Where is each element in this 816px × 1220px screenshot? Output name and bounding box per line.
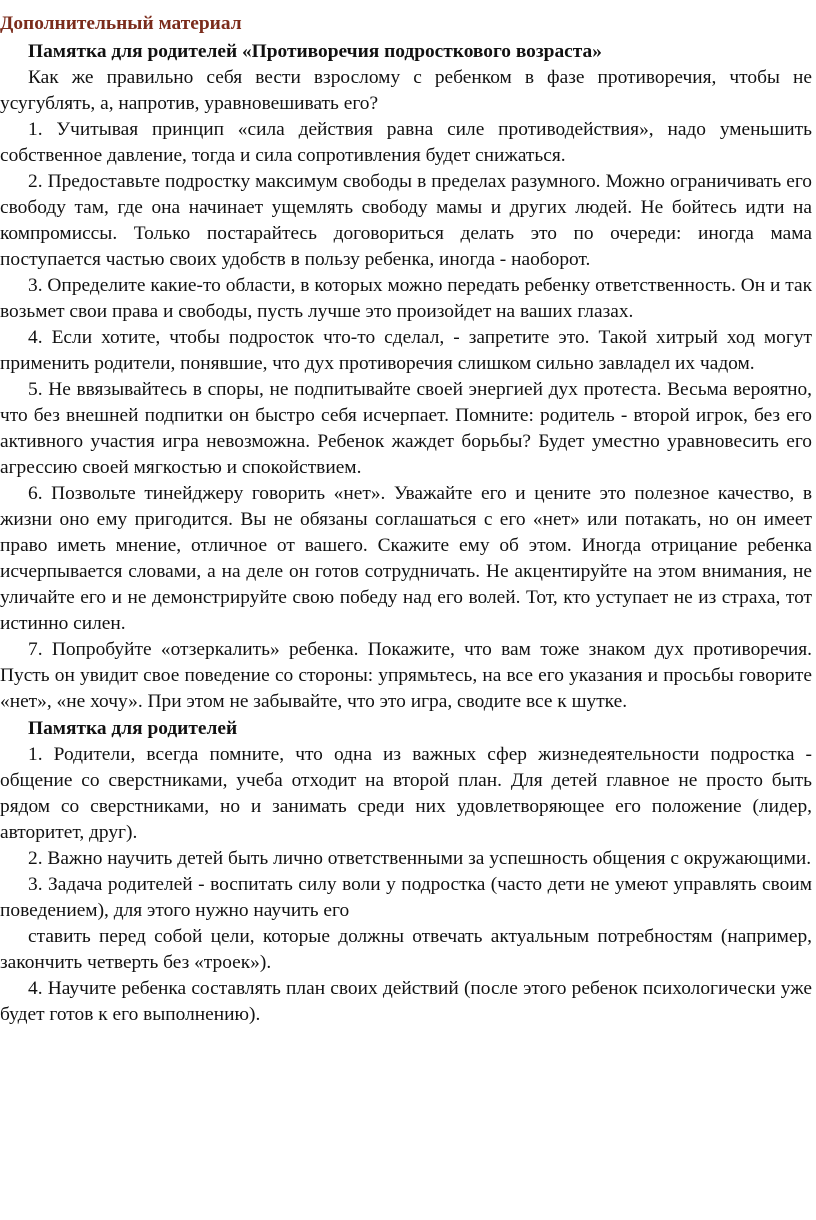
memo1-item-1: 1. Учитывая принцип «сила действия равна силе противодействия», надо уменьшить собственное давление, тогда и сила сопротивления будет снижаться. xyxy=(0,119,812,166)
memo2-item-3-continued: ставить перед собой цели, которые должны отвечать актуальным потребностям (например, закончить четверть без «троек»). xyxy=(0,926,812,973)
memo1-item-2: 2. Предоставьте подростку максимум свободы в пределах разумного. Можно ограничивать его свободу там, где она начинает ущемлять свободу мамы и других людей. Не бойтесь идти на компромиссы. Только постарайтесь договориться делать это по очереди: иногда мама поступается частью своих удобств в пользу ребенка, иногда - наоборот. xyxy=(0,171,812,270)
section-title: Дополнительный материал xyxy=(0,13,242,34)
memo1-item-3: 3. Определите какие-то области, в которых можно передать ребенку ответственность. Он и так возьмет свои права и свободы, пусть лучше это произойдет на ваших глазах. xyxy=(0,275,812,322)
memo1-item-6: 6. Позвольте тинейджеру говорить «нет». Уважайте его и цените это полезное качество, в жизни оно ему пригодится. Вы не обязаны соглашаться с его «нет» или потакать, но он имеет право иметь мнение, отличное от вашего. Скажите ему об этом. Иногда отрицание ребенка исчерпывается словами, а на деле он готов сотрудничать. Не акцентируйте на этом внимания, не уличайте его и не демонстрируйте свою победу над его волей. Тот, кто уступает не из страха, тот истинно силен. xyxy=(0,483,812,634)
memo2-item-2: 2. Важно научить детей быть лично ответственными за успешность общения с окружающими. xyxy=(28,848,812,869)
memo1-item-4: 4. Если хотите, чтобы подросток что-то сделал, - запретите это. Такой хитрый ход могут применить родители, понявшие, что дух противоречия слишком сильно завладел их чадом. xyxy=(0,327,812,374)
memo2-item-3: 3. Задача родителей - воспитать силу воли у подростка (часто дети не умеют управлять своим поведением), для этого нужно научить его xyxy=(0,874,812,921)
memo1-item-7: 7. Попробуйте «отзеркалить» ребенка. Покажите, что вам тоже знаком дух противоречия. Пусть он увидит свое поведение со стороны: упрямьтесь, на все его указания и просьбы говорите «нет», «не хочу». При этом не забывайте, что это игра, сводите все к шутке. xyxy=(0,639,812,712)
memo2-heading: Памятка для родителей xyxy=(28,718,238,739)
memo2-item-4: 4. Научите ребенка составлять план своих действий (после этого ребенок психологически уже будет готов к его выполнению). xyxy=(0,978,812,1025)
memo1-item-5: 5. Не ввязывайтесь в споры, не подпитывайте своей энергией дух протеста. Весьма вероятно, что без внешней подпитки он быстро себя исчерпает. Помните: родитель - второй игрок, без его активного участия игра невозможна. Ребенок жаждет борьбы? Будет уместно уравновесить его агрессию своей мягкостью и спокойствием. xyxy=(0,379,812,478)
memo1-heading: Памятка для родителей «Противоречия подросткового возраста» xyxy=(28,41,602,62)
memo1-intro: Как же правильно себя вести взрослому с ребенком в фазе противоречия, чтобы не усугублять, а, напротив, уравновешивать его? xyxy=(0,67,812,114)
memo2-item-1: 1. Родители, всегда помните, что одна из важных сфер жизнедеятельности подростка - общение со сверстниками, учеба отходит на второй план. Для детей главное не просто быть рядом со сверстниками, но и занимать среди них удовлетворяющее его положение (лидер, авторитет, друг). xyxy=(0,744,812,843)
